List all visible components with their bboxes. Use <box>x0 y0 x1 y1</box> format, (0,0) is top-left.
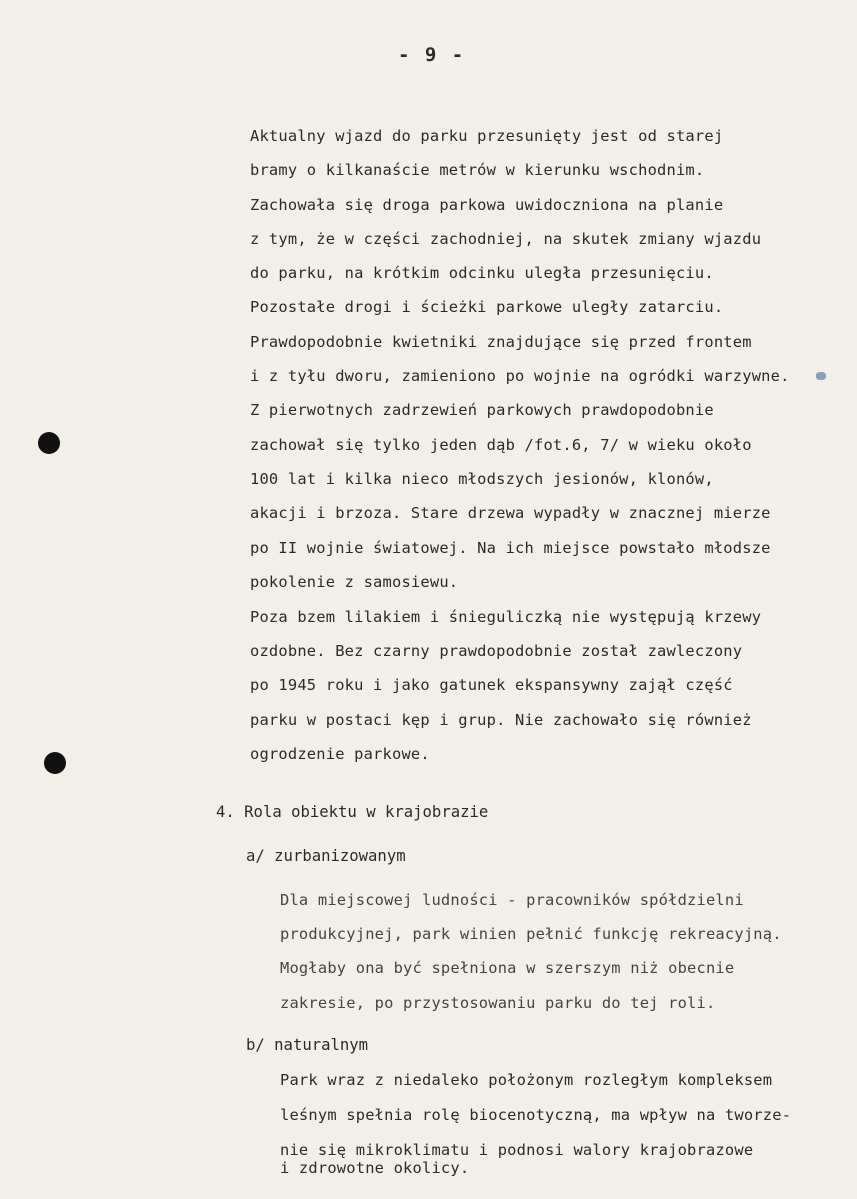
text-line: nie się mikroklimatu i podnosi walory krajobrazowe <box>280 1141 754 1159</box>
text-line: zakresie, po przystosowaniu parku do tej roli. <box>280 994 716 1012</box>
section-heading: 4. Rola obiektu w krajobrazie <box>216 803 489 821</box>
text-line: ogrodzenie parkowe. <box>250 745 430 763</box>
text-line: ozdobne. Bez czarny prawdopodobnie został zawleczony <box>250 642 743 660</box>
page-number: - 9 - <box>398 44 466 66</box>
text-line: Aktualny wjazd do parku przesunięty jest od starej <box>250 127 724 145</box>
text-line: i zdrowotne okolicy. <box>280 1159 470 1177</box>
punch-hole <box>38 432 60 454</box>
text-line: produkcyjnej, park winien pełnić funkcję rekreacyjną. <box>280 925 782 943</box>
text-line: pokolenie z samosiewu. <box>250 573 459 591</box>
ink-mark <box>816 372 826 380</box>
text-line: po II wojnie światowej. Na ich miejsce powstało młodsze <box>250 539 771 557</box>
text-line: Dla miejscowej ludności - pracowników spółdzielni <box>280 891 744 909</box>
subsection-heading-b: b/ naturalnym <box>246 1036 369 1054</box>
subsection-heading-a: a/ zurbanizowanym <box>246 847 406 865</box>
text-line: Prawdopodobnie kwietniki znajdujące się przed frontem <box>250 333 752 351</box>
text-line: 100 lat i kilka nieco młodszych jesionów, klonów, <box>250 470 714 488</box>
text-line: Poza bzem lilakiem i śnieguliczką nie występują krzewy <box>250 608 762 626</box>
text-line: Zachowała się droga parkowa uwidoczniona na planie <box>250 196 724 214</box>
text-line: zachował się tylko jeden dąb /fot.6, 7/ w wieku około <box>250 436 752 454</box>
text-line: Mogłaby ona być spełniona w szerszym niż obecnie <box>280 959 735 977</box>
text-line: parku w postaci kęp i grup. Nie zachowało się również <box>250 711 752 729</box>
text-line: leśnym spełnia rolę biocenotyczną, ma wpływ na tworze- <box>280 1106 792 1124</box>
text-line: do parku, na krótkim odcinku uległa przesunięciu. <box>250 264 714 282</box>
text-line: po 1945 roku i jako gatunek ekspansywny zajął część <box>250 676 733 694</box>
text-line: Pozostałe drogi i ścieżki parkowe uległy zatarciu. <box>250 298 724 316</box>
text-line: z tym, że w części zachodniej, na skutek zmiany wjazdu <box>250 230 762 248</box>
text-line: Z pierwotnych zadrzewień parkowych prawdopodobnie <box>250 401 714 419</box>
punch-hole <box>44 752 66 774</box>
text-line: i z tyłu dworu, zamieniono po wojnie na ogródki warzywne. <box>250 367 790 385</box>
text-line: Park wraz z niedaleko położonym rozległym kompleksem <box>280 1071 773 1089</box>
text-line: akacji i brzoza. Stare drzewa wypadły w znacznej mierze <box>250 504 771 522</box>
text-line: bramy o kilkanaście metrów w kierunku wschodnim. <box>250 161 705 179</box>
